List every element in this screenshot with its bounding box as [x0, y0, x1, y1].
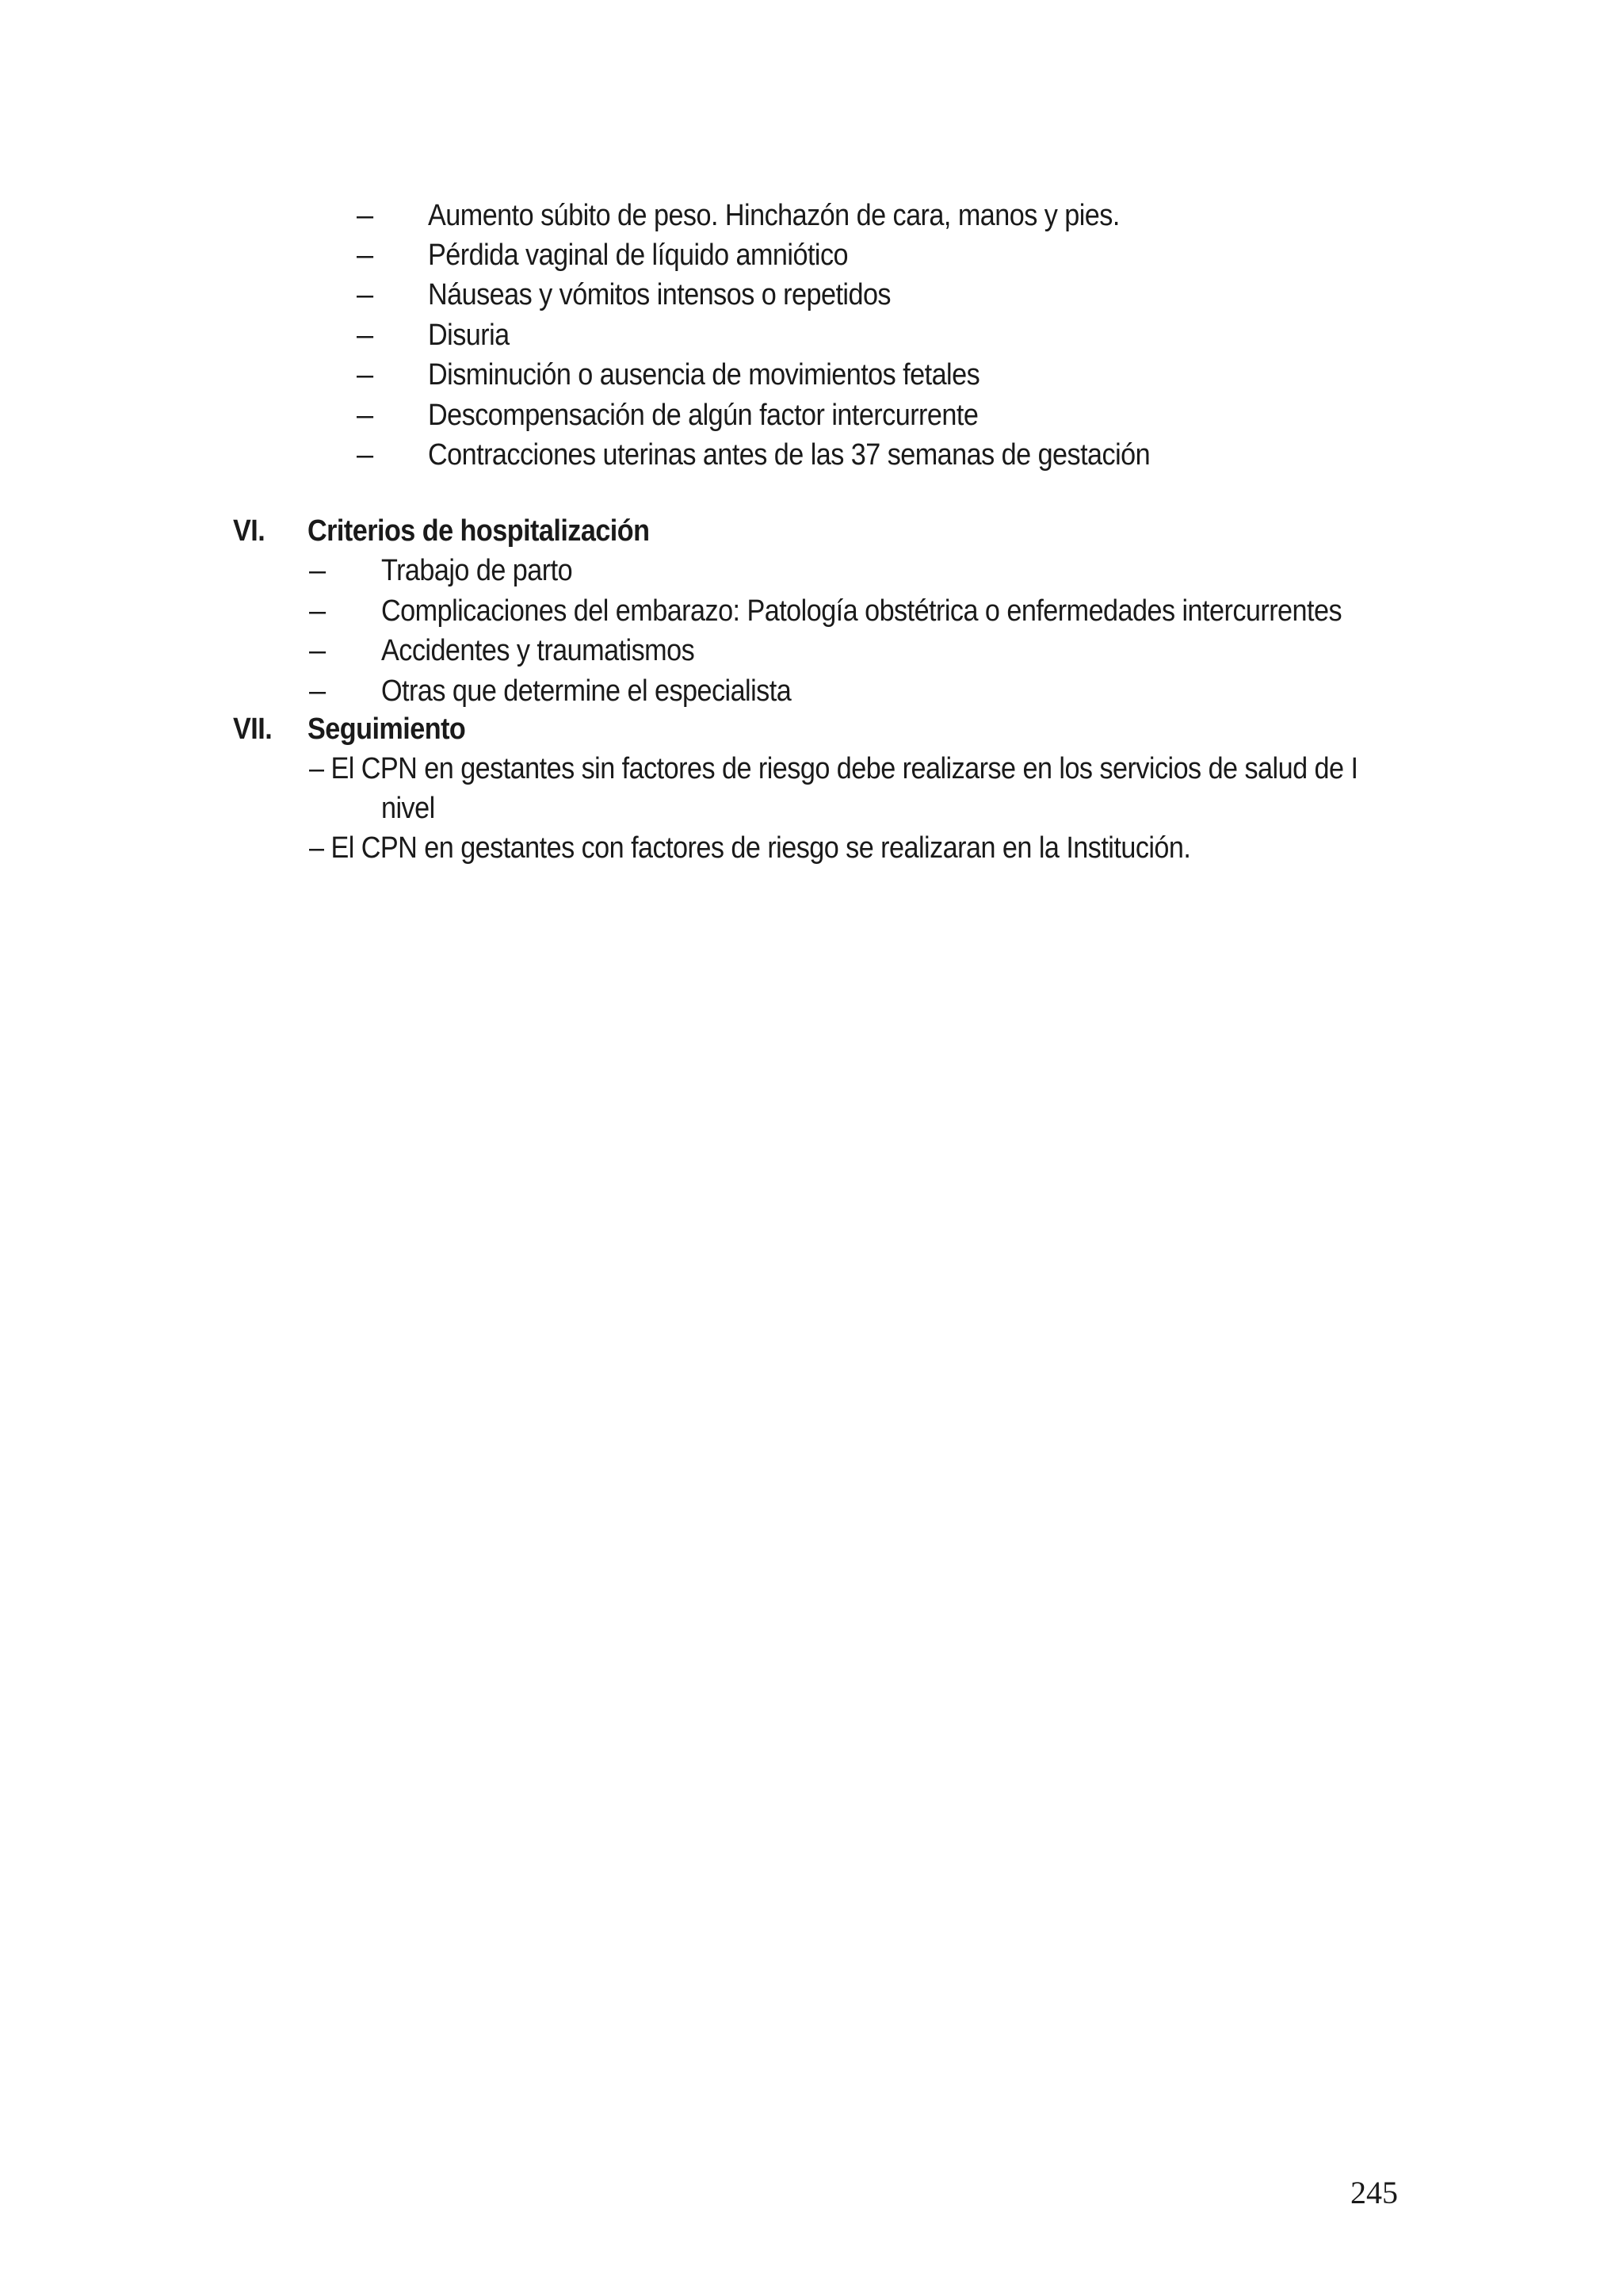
- list-item: Pérdida vaginal de líquido amniótico: [428, 239, 849, 272]
- list-item: Accidentes y traumatismos: [381, 634, 695, 667]
- list-dash: –: [357, 278, 374, 311]
- list-item: Contracciones uterinas antes de las 37 semanas de gestación: [428, 438, 1151, 472]
- list-item: Náuseas y vómitos intensos o repetidos: [428, 278, 892, 311]
- list-dash: –: [357, 239, 374, 272]
- list-item-continuation: nivel: [381, 792, 435, 825]
- list-dash: –: [357, 199, 374, 232]
- list-dash: –: [357, 438, 374, 472]
- list-item: Trabajo de parto: [381, 554, 573, 587]
- section-numeral: VI.: [233, 514, 265, 548]
- section-title: Criterios de hospitalización: [307, 514, 650, 548]
- list-dash: –: [309, 674, 327, 708]
- section-title: Seguimiento: [307, 712, 466, 746]
- list-item: Disminución o ausencia de movimientos fetales: [428, 358, 980, 392]
- list-dash: –: [309, 594, 327, 628]
- list-dash: –: [357, 399, 374, 432]
- list-dash: –: [357, 358, 374, 392]
- list-item: Disuria: [428, 319, 510, 352]
- list-dash: –: [309, 634, 327, 667]
- page-number: 245: [1350, 2175, 1398, 2210]
- list-item: Complicaciones del embarazo: Patología obstétrica o enfermedades intercurrentes: [381, 594, 1342, 628]
- list-dash: –: [309, 554, 327, 587]
- list-item: – El CPN en gestantes sin factores de riesgo debe realizarse en los servicios de salud de I: [309, 752, 1358, 785]
- list-item: – El CPN en gestantes con factores de riesgo se realizaran en la Institución.: [309, 831, 1191, 865]
- list-item: Otras que determine el especialista: [381, 674, 792, 708]
- section-numeral: VII.: [233, 712, 273, 746]
- list-item: Descompensación de algún factor intercurrente: [428, 399, 979, 432]
- list-item: Aumento súbito de peso. Hinchazón de cara, manos y pies.: [428, 199, 1120, 232]
- list-dash: –: [357, 319, 374, 352]
